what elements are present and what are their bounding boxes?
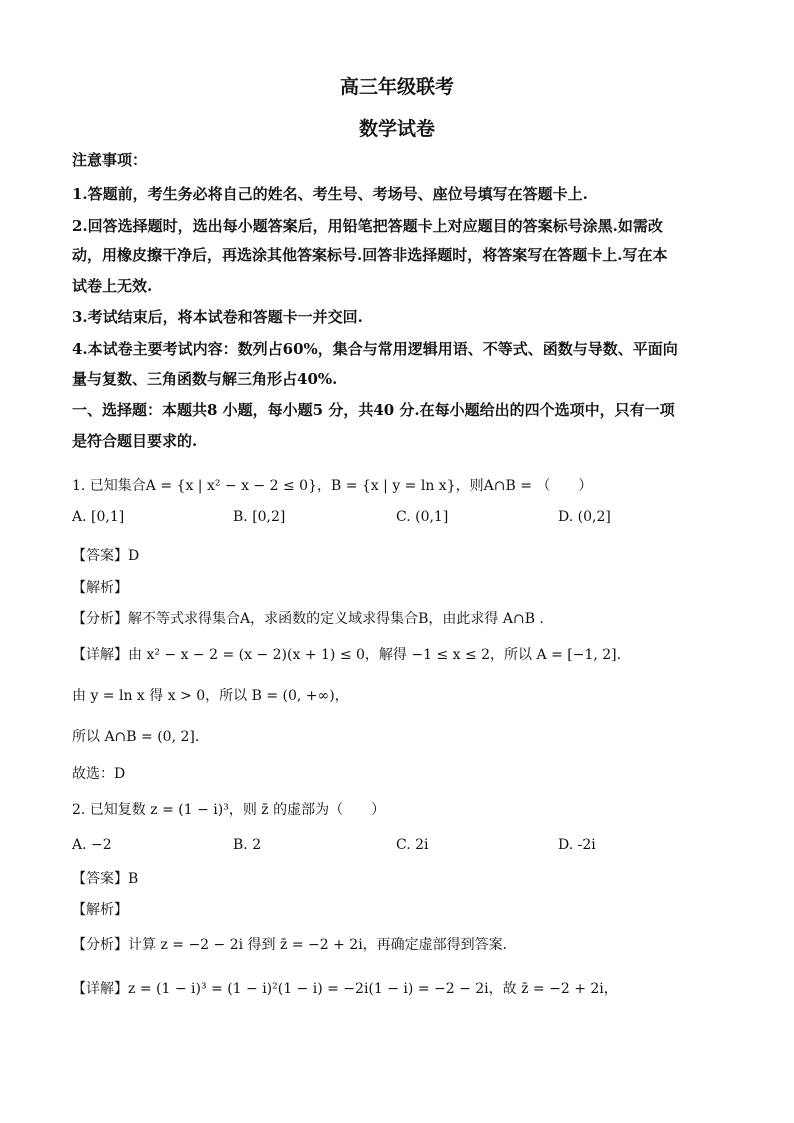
question-1-answer: 【答案】D bbox=[72, 548, 140, 564]
question-1-option-a: A. [0,1] bbox=[72, 509, 125, 525]
notice-item-4-line-1: 4.本试卷主要考试内容：数列占60%，集合与常用逻辑用语、不等式、函数与导数、平面向 bbox=[72, 340, 678, 358]
notice-heading: 注意事项： bbox=[72, 151, 148, 169]
notice-item-3: 3.考试结束后，将本试卷和答题卡一并交回. bbox=[72, 308, 363, 326]
question-2-option-c: C. 2i bbox=[396, 837, 429, 853]
section-1-heading-line-2: 是符合题目要求的. bbox=[72, 432, 198, 450]
notice-item-2-line-1: 2.回答选择题时，选出每小题答案后，用铅笔把答题卡上对应题目的答案标号涂黑.如需改 bbox=[72, 217, 663, 235]
question-1-choice: 故选：D bbox=[72, 766, 126, 782]
question-1-option-b: B. [0,2] bbox=[233, 509, 286, 525]
question-1-option-c: C. (0,1] bbox=[396, 509, 449, 525]
question-2-option-d: D. -2i bbox=[558, 837, 596, 853]
question-1-stem: 1. 已知集合A = {x | x² − x − 2 ≤ 0}，B = {x | y = ln x}，则A∩B = （ ） bbox=[72, 478, 593, 494]
question-1-fenxi: 【分析】解不等式求得集合A，求函数的定义域求得集合B，由此求得 A∩B . bbox=[72, 611, 544, 627]
notice-item-2-line-2: 动，用橡皮擦干净后，再选涂其他答案标号.回答非选择题时，将答案写在答题卡上.写在本 bbox=[72, 246, 668, 264]
exam-subtitle: 数学试卷 bbox=[358, 118, 435, 140]
notice-item-1: 1.答题前，考生务必将自己的姓名、考生号、考场号、座位号填写在答题卡上. bbox=[72, 185, 588, 203]
question-1-analysis-label: 【解析】 bbox=[72, 580, 128, 596]
exam-title: 高三年级联考 bbox=[339, 76, 454, 98]
notice-item-4-line-2: 量与复数、三角函数与解三角形占40%. bbox=[72, 370, 338, 388]
question-2-fenxi: 【分析】计算 z = −2 − 2i 得到 z̄ = −2 + 2i，再确定虚部得到答案. bbox=[72, 937, 508, 953]
question-2-option-b: B. 2 bbox=[233, 837, 262, 853]
question-2-option-a: A. −2 bbox=[72, 837, 112, 853]
question-2-answer: 【答案】B bbox=[72, 871, 139, 887]
notice-item-2-line-3: 试卷上无效. bbox=[72, 277, 153, 295]
question-1-detail-3: 所以 A∩B = (0, 2]. bbox=[72, 729, 200, 745]
question-1-detail-1: 【详解】由 x² − x − 2 = (x − 2)(x + 1) ≤ 0，解得 −1 ≤ x ≤ 2，所以 A = [−1, 2]. bbox=[72, 647, 622, 663]
question-1-detail-2: 由 y = ln x 得 x > 0，所以 B = (0, +∞)， bbox=[72, 688, 349, 704]
section-1-heading-line-1: 一、选择题：本题共8 小题，每小题5 分，共40 分.在每小题给出的四个选项中，只有一项 bbox=[72, 401, 675, 419]
question-1-option-d: D. (0,2] bbox=[558, 509, 611, 525]
question-2-detail-1: 【详解】z = (1 − i)³ = (1 − i)²(1 − i) = −2i(1 − i) = −2 − 2i，故 z̄ = −2 + 2i， bbox=[72, 981, 618, 997]
question-2-stem: 2. 已知复数 z = (1 − i)³，则 z̄ 的虚部为（ ） bbox=[72, 802, 386, 818]
question-2-analysis-label: 【解析】 bbox=[72, 902, 128, 918]
